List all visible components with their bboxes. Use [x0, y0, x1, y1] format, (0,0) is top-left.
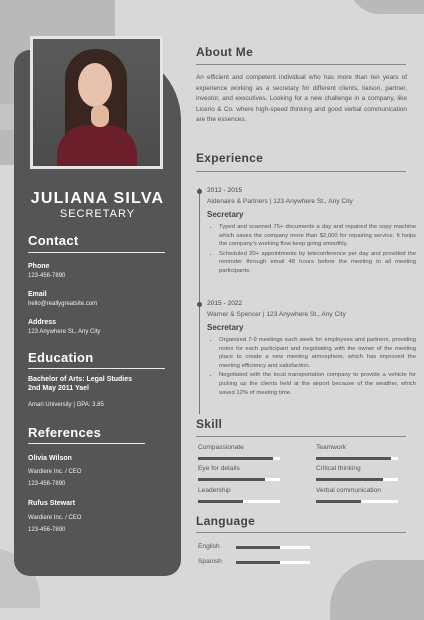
skill-bar [316, 478, 398, 481]
skill-bar [198, 500, 280, 503]
address-label: Address [28, 319, 57, 326]
address-value: 123 Anywhere St., Any City [28, 329, 101, 335]
education-divider [28, 368, 165, 369]
profile-photo-frame [30, 36, 163, 169]
reference-name: Rufus Stewart [28, 500, 76, 507]
decorative-shape [348, 0, 424, 14]
skill-label: Eye for details [198, 465, 240, 472]
job-bullet: • Scheduled 20+ appointments by teleconference per day and provided the reminder through email 48 hours before the meeting to all meeting participants. [219, 250, 416, 276]
job-company: Warner & Spencer | 123 Anywhere St., Any City [207, 311, 346, 318]
language-bar-fill [236, 546, 280, 549]
language-bar [236, 561, 310, 564]
skill-divider [196, 436, 406, 437]
profile-name: JULIANA SILVA [30, 190, 165, 207]
skill-label: Teamwork [316, 444, 347, 451]
contact-heading: Contact [28, 233, 79, 248]
timeline-dot [197, 189, 202, 194]
skill-bar [198, 478, 280, 481]
language-bar [236, 546, 310, 549]
decorative-shape [330, 560, 424, 620]
skill-bar-fill [198, 457, 273, 460]
skill-label: Compassionate [198, 444, 244, 451]
experience-divider [196, 171, 406, 172]
skill-bar-fill [316, 457, 391, 460]
job-bullet: • Organized 7-9 meetings each week for employees and partners, providing notes for each participant and negotiating with the owner of the meeting place to create a new meeting atmosphere, which has improved the meeting efficiency and satisfaction. [219, 336, 416, 370]
contact-divider [28, 252, 165, 253]
education-school: Amari University | GPA: 3.85 [28, 402, 104, 408]
email-label: Email [28, 291, 47, 298]
email-value[interactable]: hello@reallygreatsite.com [28, 301, 98, 307]
reference-phone: 123-456-7890 [28, 527, 66, 533]
reference-company: Wardiere Inc. / CEO [28, 515, 82, 521]
reference-company: Wardiere Inc. / CEO [28, 469, 82, 475]
profile-photo [33, 39, 160, 166]
education-degree: Bachelor of Arts: Legal Studies [28, 376, 132, 383]
timeline-line [199, 188, 200, 414]
job-bullet: • Negotiated with the local transportation company to provide a vehicle for picking up the clients held at the airport because of the weather, which saved 12% of meeting time. [219, 371, 416, 397]
skill-heading: Skill [196, 417, 223, 431]
skill-bar-fill [198, 500, 243, 503]
education-date: 2nd May 2011 Yael [28, 385, 89, 392]
phone-value: 123-456-7890 [28, 273, 66, 279]
reference-phone: 123-456-7890 [28, 481, 66, 487]
job-title: Secretary [207, 210, 244, 219]
skill-bar [316, 457, 398, 460]
skill-bar [198, 457, 280, 460]
about-heading: About Me [196, 45, 254, 59]
skill-bar-fill [198, 478, 265, 481]
skill-label: Verbal communication [316, 487, 381, 494]
language-label: English [198, 543, 220, 550]
job-dates: 2015 - 2022 [207, 300, 243, 307]
job-company: Aldenaire & Partners | 123 Anywhere St., Any City [207, 198, 353, 205]
language-divider [196, 532, 406, 533]
skill-label: Critical thinking [316, 465, 361, 472]
references-divider [28, 443, 145, 444]
profile-role: SECRETARY [59, 208, 136, 220]
phone-label: Phone [28, 263, 50, 270]
job-title: Secretary [207, 323, 244, 332]
references-heading: References [28, 425, 102, 440]
language-bar-fill [236, 561, 280, 564]
reference-name: Olivia Wilson [28, 455, 72, 462]
skill-bar-fill [316, 500, 361, 503]
about-divider [196, 64, 406, 65]
language-heading: Language [196, 514, 256, 528]
job-dates: 2012 - 2015 [207, 187, 243, 194]
experience-heading: Experience [196, 151, 264, 165]
skill-bar [316, 500, 398, 503]
job-bullet: • Typed and scanned 75+ documents a day and repaired the copy machine which saves the company more than $2,000 for repairing service. It helps the company's working flow keep going smoothly. [219, 223, 416, 249]
timeline-dot [197, 302, 202, 307]
about-text: An efficient and competent individual who has more than ten years of experience working as a secretary for different clients, liaison, partner, investor, and executives. Looking for a new challenge in a company, like Licerio & Co. where high-speed thinking and good verbal communication are the essences. [196, 74, 407, 124]
education-heading: Education [28, 350, 94, 365]
language-label: Spanish [198, 558, 222, 565]
job-bullet-list [210, 336, 416, 398]
skill-bar-fill [316, 478, 383, 481]
job-bullet-list [210, 223, 416, 277]
skill-label: Leadership [198, 487, 231, 494]
